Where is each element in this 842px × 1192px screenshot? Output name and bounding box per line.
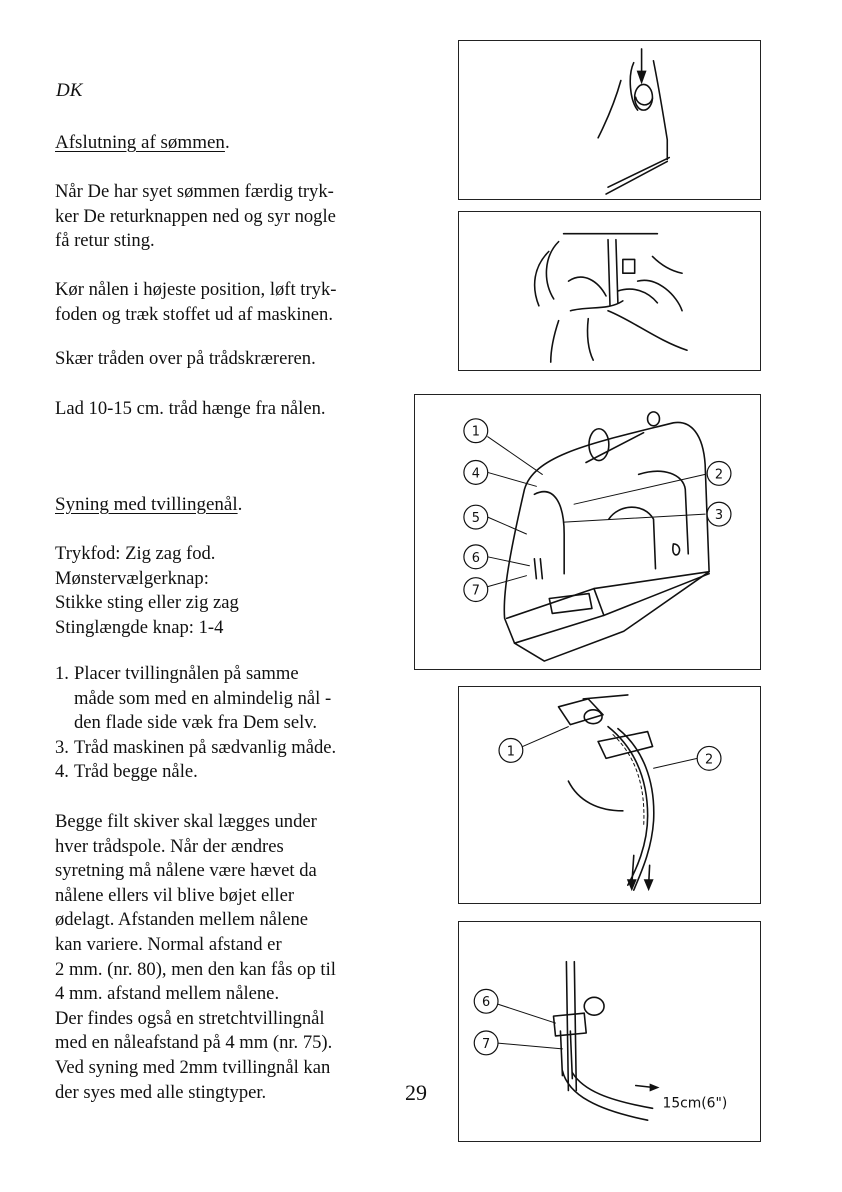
setting-line: Stikke sting eller zig zag [55,592,239,614]
svg-text:7: 7 [482,1036,491,1052]
callout-5 [464,505,488,529]
text-line: Skær tråden over på trådskræreren. [55,348,316,369]
step-number: 1. [55,663,69,684]
setting-line: Trykfod: Zig zag fod. [55,543,216,564]
heading-suffix: . [224,132,230,153]
step-number: 4. [55,761,69,783]
text-line: Begge filt skiver skal lægges under [55,811,317,832]
callout-7 [464,578,488,602]
callout-1 [499,739,523,763]
step-line: Placer tvillingnålen på samme [74,663,299,684]
reverse-button-illustration [459,41,760,199]
callout-6 [464,545,488,569]
svg-text:1: 1 [506,744,516,760]
text-line: 4 mm. afstand mellem nålene. [55,983,280,1005]
callout-1 [464,419,488,443]
figure-spool-pins [458,686,761,904]
step-item [55,760,395,785]
heading-text: Afslutning af sømmen [55,132,225,153]
step-line: den flade side væk fra Dem selv. [74,712,318,734]
page-number: 29 [405,1080,427,1105]
needle-threading-illustration [459,922,760,1141]
text-line: ker De returknappen ned og syr nogle [55,205,336,227]
callout-2 [707,462,731,486]
text-line: Når De har syet sømmen færdig tryk- [55,181,334,202]
figure-remove-fabric [458,211,761,371]
text-line: Kør nålen i højeste position, løft tryk- [55,279,337,300]
callout-3 [707,502,731,526]
svg-text:3: 3 [714,508,724,524]
settings-block [55,542,385,640]
text-line: ødelagt. Afstanden mellem nålene [55,909,308,931]
language-code: DK [56,80,83,101]
svg-text:7: 7 [471,583,480,599]
svg-text:4: 4 [471,466,480,482]
step-line: Tråd begge nåle. [74,761,198,783]
svg-text:2: 2 [704,752,714,768]
section-heading-twin-needle [55,494,242,516]
text-line: Ved syning med 2mm tvillingnål kan [55,1056,331,1078]
steps-list [55,662,395,785]
callout-4 [464,461,488,485]
paragraph-reverse-stitch [55,180,385,254]
step-item [55,662,395,736]
text-line: Lad 10-15 cm. tråd hænge fra nålen. [55,398,326,419]
thread-length-label: 15cm(6") [662,1095,728,1112]
figure-reverse-button [458,40,761,200]
step-number: 3. [55,736,69,758]
svg-text:2: 2 [714,467,724,483]
setting-line: Stinglængde knap: 1-4 [55,616,224,638]
text-line: kan variere. Normal afstand er [55,933,282,955]
text-line: 2 mm. (nr. 80), men den kan fås op til [55,958,336,980]
svg-text:6: 6 [471,550,480,566]
notes-paragraph [55,810,385,1105]
heading-suffix: . [237,494,243,515]
callout-7 [474,1031,498,1055]
section-heading-finishing-seam [55,132,230,154]
callout-2 [697,746,721,770]
svg-text:6: 6 [482,995,491,1011]
text-line: med en nåleafstand på 4 mm (nr. 75). [55,1032,333,1054]
svg-text:1: 1 [471,424,480,440]
text-line: syretning må nålene være hævet da [55,860,317,882]
callout-6 [474,989,498,1013]
remove-fabric-illustration [459,212,760,370]
text-line: der syes med alle stingtyper. [55,1081,267,1103]
svg-text:5: 5 [471,511,480,527]
text-line: få retur sting. [55,230,155,252]
threading-machine-illustration [415,395,760,669]
paragraph-thread-length [55,397,385,422]
step-line: måde som med en almindelig nål - [74,687,332,709]
text-line: foden og træk stoffet ud af maskinen. [55,303,333,325]
text-line: Der findes også en stretchtvillingnål [55,1007,325,1029]
text-line: nålene ellers vil blive bøjet eller [55,884,295,906]
paragraph-cut-thread [55,347,385,372]
heading-text: Syning med tvillingenål [55,494,238,515]
paragraph-raise-needle [55,278,385,327]
spool-pins-illustration [459,687,760,903]
figure-needle-threading [458,921,761,1142]
setting-line: Mønstervælgerknap: [55,567,209,589]
step-line: Tråd maskinen på sædvanlig måde. [74,736,337,758]
text-line: hver trådspole. Når der ændres [55,835,284,857]
step-item [55,736,395,761]
figure-threading-machine [414,394,761,670]
